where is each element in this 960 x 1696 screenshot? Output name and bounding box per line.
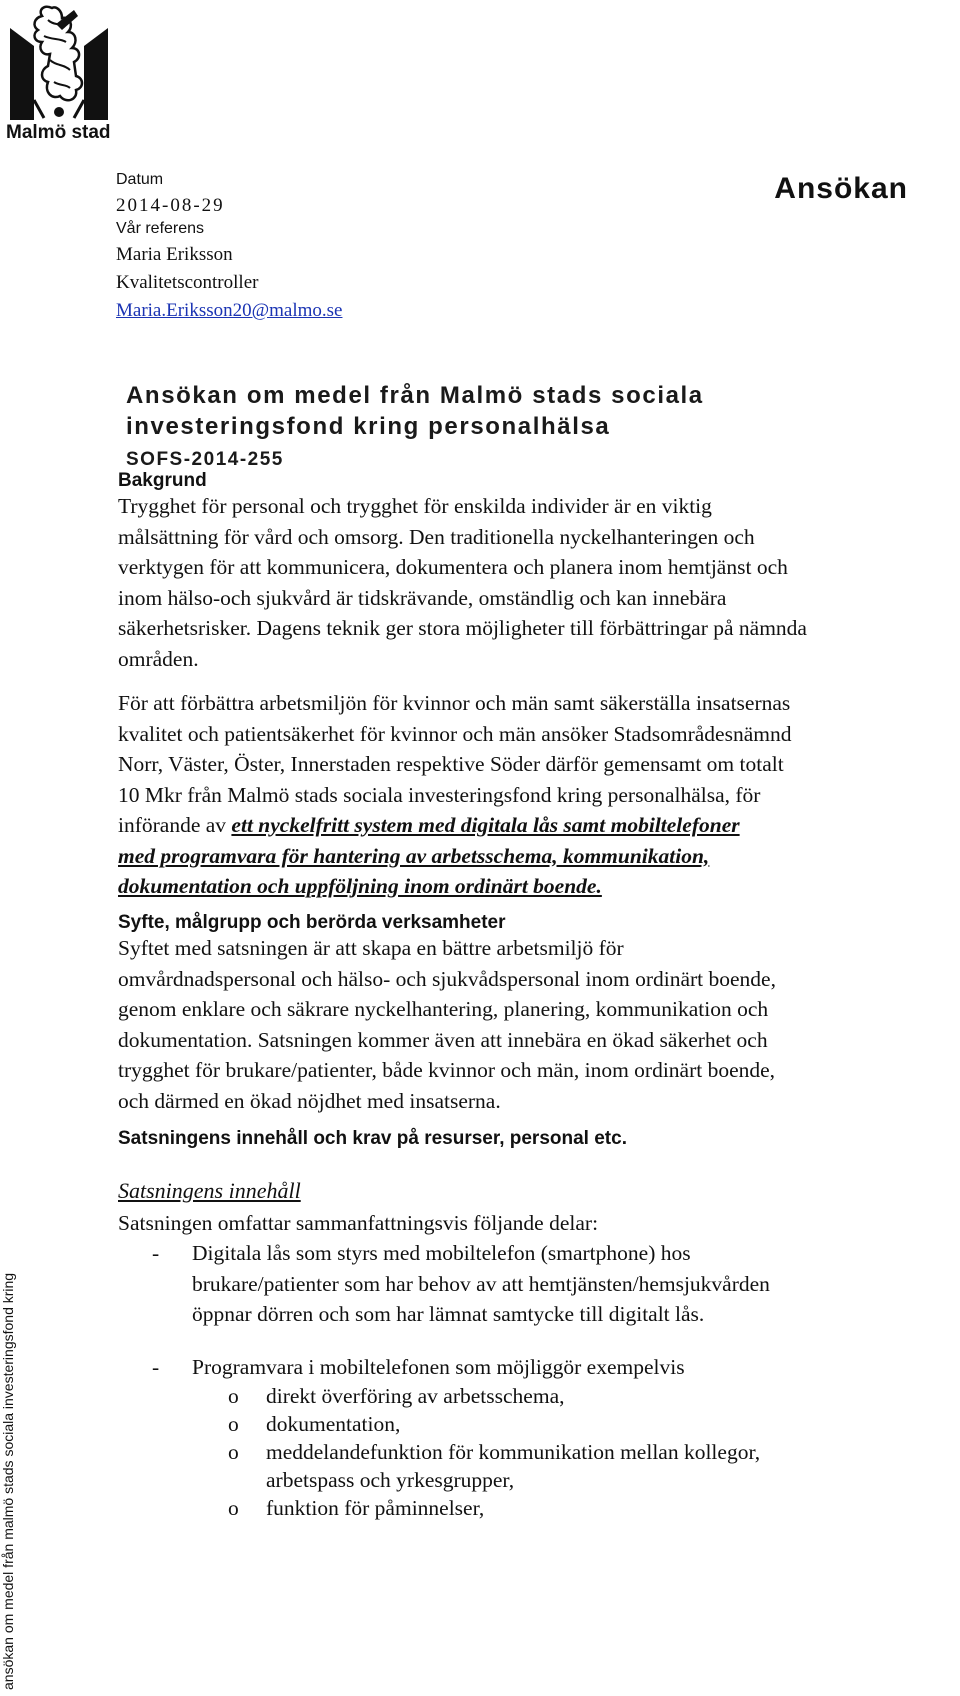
text-line: kvalitet och patientsäkerhet för kvinnor och män ansöker Stadsområdesnämnd: [118, 721, 792, 746]
purpose-paragraph: [118, 933, 948, 1116]
text-line: Digitala lås som styrs med mobiltelefon (smartphone) hos: [192, 1241, 691, 1265]
sub-list-item: arbetspass och yrkesgrupper,: [266, 1468, 515, 1492]
reference-title: Kvalitetscontroller: [116, 272, 259, 293]
sub-bullet: o: [228, 1496, 239, 1520]
text-line: [118, 810, 948, 841]
reference-name: Maria Eriksson: [116, 244, 233, 265]
page-title: [126, 380, 946, 442]
sub-list-item: dokumentation,: [266, 1412, 401, 1436]
text-line: Trygghet för personal och trygghet för enskilda individer är en viktig: [118, 494, 712, 518]
title-line: Ansökan om medel från Malmö stads sociala: [126, 382, 704, 409]
document-type: Ansökan: [774, 172, 908, 205]
section-heading-purpose: Syfte, målgrupp och berörda verksamheter: [118, 912, 506, 933]
text-line: trygghet för brukare/patienter, både kvinnor och män, inom ordinärt boende,: [118, 1058, 776, 1082]
emphasized-text: dokumentation och uppföljning inom ordinärt boende.: [118, 874, 602, 898]
reference-label: Vår referens: [116, 220, 205, 237]
text-line: verktygen för att kommunicera, dokumentera och planera inom hemtjänst och: [118, 555, 788, 579]
sub-bullet: o: [228, 1384, 239, 1408]
text-line: Syftet med satsningen är att skapa en bättre arbetsmiljö för: [118, 936, 624, 960]
vertical-margin-text: ansökan om medel från malmö stads sociala investeringsfond kring: [0, 1272, 16, 1690]
text-line: För att förbättra arbetsmiljön för kvinnor och män samt säkerställa insatsernas: [118, 691, 791, 715]
list-item: [192, 1238, 932, 1330]
text-line: Norr, Väster, Öster, Innerstaden respektive Söder därför gemensamt om totalt: [118, 752, 784, 776]
sub-list-item: direkt överföring av arbetsschema,: [266, 1384, 565, 1408]
background-paragraph-1: [118, 491, 948, 674]
text-line: brukare/patienter som har behov av att hemtjänsten/hemsjukvården: [192, 1271, 770, 1296]
date-value: 2014-08-29: [116, 195, 225, 216]
list-item: Programvara i mobiltelefonen som möjliggör exempelvis: [192, 1355, 685, 1379]
section-heading-content: Satsningens innehåll och krav på resurser, personal etc.: [118, 1128, 627, 1149]
list-dash: -: [152, 1355, 160, 1379]
emphasized-text: med programvara för hantering av arbetsschema, kommunikation,: [118, 843, 710, 868]
text-line: områden.: [118, 646, 199, 671]
emphasized-text: ett nyckelfritt system med digitala lås samt mobiltelefoner: [231, 813, 740, 837]
case-number: SOFS-2014-255: [126, 449, 284, 470]
text-line: säkerhetsrisker. Dagens teknik ger stora möjligheter till förbättringar på nämnda: [118, 616, 807, 640]
lead-text: införande av: [118, 813, 232, 837]
date-label: Datum: [116, 171, 164, 188]
content-intro: Satsningen omfattar sammanfattningsvis följande delar:: [118, 1211, 599, 1235]
title-line: investeringsfond kring personalhälsa: [126, 413, 611, 440]
text-line: dokumentation. Satsningen kommer även att innebära en ökad säkerhet och: [118, 1027, 768, 1052]
subheading-content: Satsningens innehåll: [118, 1178, 301, 1203]
text-line: omvårdnadspersonal och hälso- och sjukvådspersonal inom ordinärt boende,: [118, 966, 776, 991]
background-paragraph-2: [118, 688, 948, 902]
section-heading-background: Bakgrund: [118, 470, 207, 491]
logo-wordmark: Malmö stad: [6, 122, 111, 143]
sub-list-item: meddelandefunktion för kommunikation mellan kollegor,: [266, 1440, 761, 1464]
text-line: målsättning för vård och omsorg. Den traditionella nyckelhanteringen och: [118, 524, 755, 549]
text-line: genom enklare och säkrare nyckelhantering, planering, kommunikation och: [118, 997, 769, 1021]
sub-bullet: o: [228, 1440, 239, 1464]
text-line: inom hälso-och sjukvård är tidskrävande, omständlig och kan innebära: [118, 585, 727, 610]
list-dash: -: [152, 1241, 160, 1265]
sub-bullet: o: [228, 1412, 239, 1436]
text-line: 10 Mkr från Malmö stads sociala investeringsfond kring personalhälsa, för: [118, 782, 761, 807]
text-line: och därmed en ökad nöjdhet med insatserna.: [118, 1088, 501, 1113]
reference-email-link[interactable]: Maria.Eriksson20@malmo.se: [116, 300, 343, 321]
coat-of-arms-icon: [4, 0, 114, 125]
sub-list-item: funktion för påminnelser,: [266, 1496, 485, 1520]
text-line: öppnar dörren och som har lämnat samtycke till digitalt lås.: [192, 1302, 705, 1326]
